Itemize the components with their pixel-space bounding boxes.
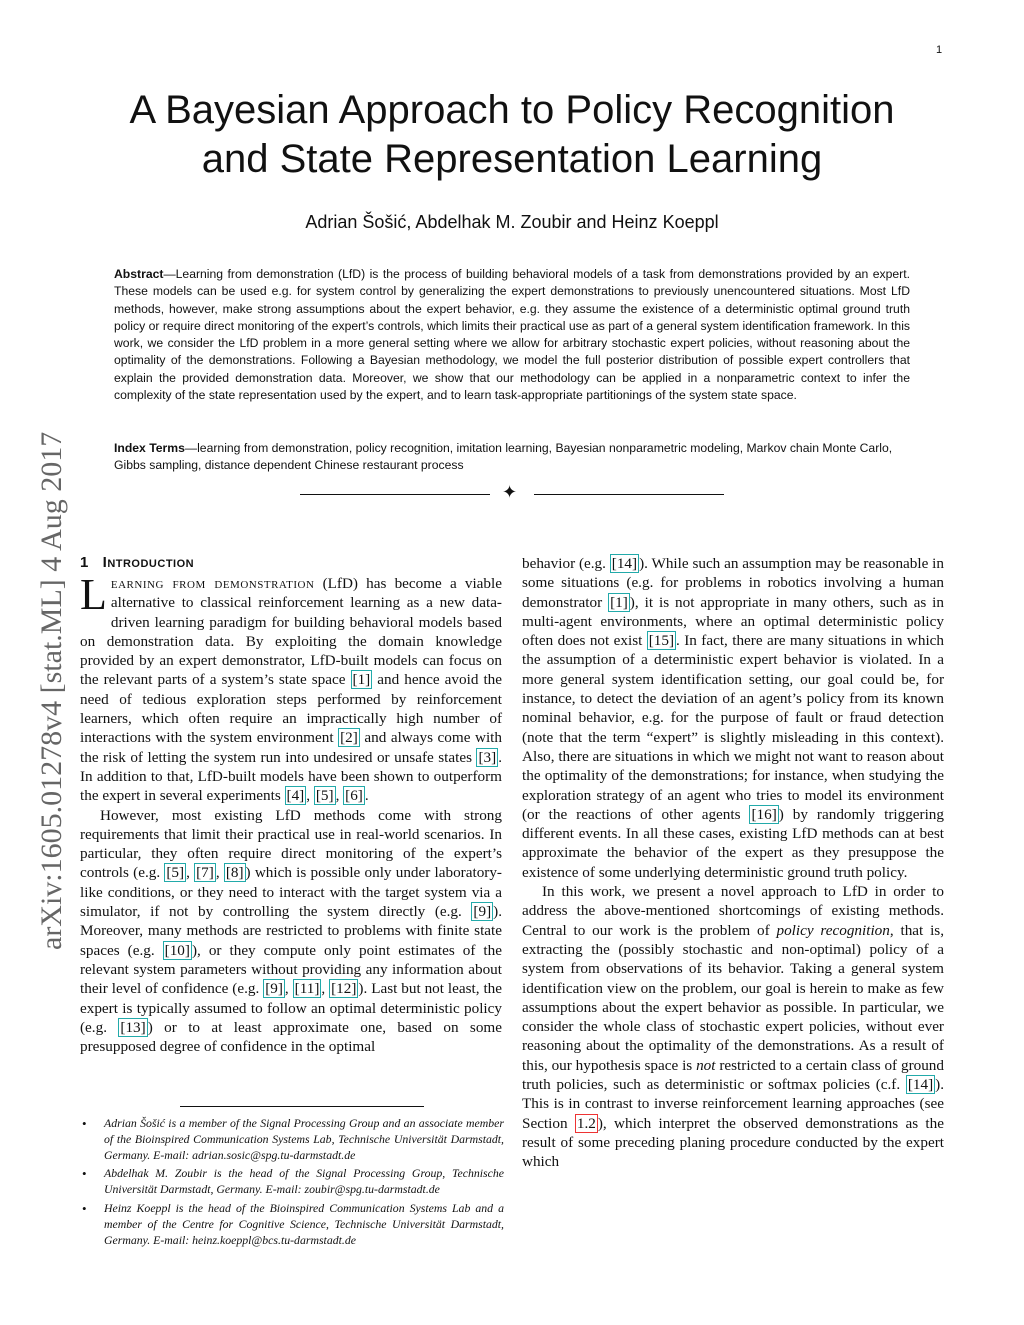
emphasis-text: not: [696, 1056, 716, 1074]
citation-link[interactable]: [4]: [286, 787, 305, 805]
index-terms: [114, 440, 910, 475]
citation-link[interactable]: [1]: [352, 671, 371, 689]
text-run: ) which is possible only under laboratory-like conditions, or they need to interact with the target system via a simulator, if not by controlling the system directly (e.g.: [80, 864, 502, 921]
text-run: . In fact, there are many situations in which the assumption of a deterministic expert behavior is violated. In a more general system identification setting, our goal could be, for instance, to detect the deviation of an agent’s policy from its known nominal behavior, e.g. for the purpose of fault or fraud detection (note that the term “expert” is slightly misleading in this context). Also, there are situations in which we might not want to reason about the optimality of the demonstrations; for instance, when studying the exploration strategy of an agent who tries to model its environment (or the reactions of other agents: [522, 632, 945, 823]
title-line-1: A Bayesian Approach to Policy Recognition: [129, 88, 895, 132]
text-run: . In addition to that, LfD-built models have been shown to outperform the expert in several experiments: [80, 748, 502, 805]
text-run: and hence avoid the need of tedious exploration steps performed by reinforcement learners, which often require an impractically high number of interactions with the system environment: [80, 671, 502, 747]
text-run: ). Moreover, many methods are restricted to problems with finite state spaces (e.g.: [80, 903, 502, 959]
text-run: ) by randomly triggering different events. In all these cases, existing LfD methods can at best approximate the behavior of the expert as they presuppose the existence of some underlying deterministic ground truth policy.: [522, 805, 944, 881]
text-run: ). While such an assumption may be reasonable in some situations (e.g. for problems in robotics involving a human demonstrator: [522, 555, 944, 611]
text-run: ,: [335, 787, 344, 805]
separator-line-right: [534, 494, 724, 495]
arxiv-identifier-stamp[interactable]: arXiv:1605.01278v4 [stat.ML] 4 Aug 2017: [35, 431, 68, 950]
text-run: restricted to a certain class of ground truth policies, such as deterministic or softmax policies (c.f.: [522, 1056, 944, 1094]
footnote-item: • Abdelhak M. Zoubir is the head of the Signal Processing Group, Technische Universität Darmstadt, Germany. E-mail: zoubir@spg.tu-darmstadt.de: [80, 1166, 504, 1198]
title-line-2: and State Representation Learning: [201, 136, 823, 181]
footnote-rule: [180, 1106, 424, 1107]
abstract-label: Abstract: [114, 267, 164, 281]
section-heading: [80, 554, 502, 571]
page-number: 1: [936, 44, 943, 56]
footnote-item: • Adrian Šošić is a member of the Signal Processing Group and an associate member of the Bioinspired Communication Systems Lab, Technische Universität Darmstadt, Germany. E-mail: adrian.sosic@spg.tu-darmstadt.de: [80, 1116, 504, 1163]
paper-title: [100, 86, 924, 184]
diamond-star-icon: ✦: [502, 482, 518, 503]
citation-link[interactable]: [9]: [473, 903, 492, 921]
section-number: 1: [80, 554, 89, 571]
text-run: However, most existing LfD methods come with strong requirements that limit their practical use in real-world scenarios. In particular, they often require direct monitoring of the expert’s controls (e.g.: [80, 806, 502, 882]
abstract-text: —Learning from demonstration (LfD) is the process of building behavioral models of a task from demonstrations provided by an expert. These models can be used e.g. for system control by generalizing the expert demonstrations to previously unencountered situations. Most LfD methods, however, make strong assumptions about the expert behavior, e.g. they assume the existence of a deterministic optimal ground truth policy or require direct monitoring of the expert’s controls, which limits their practical use as part of a general system identification framework. In this work, we consider the LfD problem in a more general setting where we allow for arbitrary stochastic expert policies, without reasoning about the optimality of the demonstrations. Following a Bayesian methodology, we model the full posterior distribution of possible expert controllers that explain the provided demonstration data. Moreover, we show that our methodology can be applied in a nonparametric context to infer the complexity of the state representation used by the expert, and to learn task-appropriate partitionings of the system state space.: [114, 267, 910, 403]
right-column: [522, 554, 944, 1172]
citation-link[interactable]: [11]: [294, 980, 320, 998]
text-run: (LfD) has become a viable alternative to classical reinforcement learning as a new data-driven learning paradigm for building behavioral models based on demonstration data. By exploiting the domain knowledge provided by an expert demonstrator, LfD-built models can focus on the relevant parts of a system’s state space: [80, 575, 502, 689]
footnote-item: • Heinz Koeppl is the head of the Bioinspired Communication Systems Lab and a member of the Centre for Cognitive Science, Technische Universität Darmstadt, Germany. E-mail: heinz.koeppl@bcs.tu-darmstadt.de: [80, 1201, 504, 1248]
index-terms-text: —learning from demonstration, policy recognition, imitation learning, Bayesian nonparametric modeling, Markov chain Monte Carlo, Gibbs sampling, distance dependent Chinese restaurant process: [114, 441, 893, 473]
citation-link[interactable]: [5]: [315, 787, 334, 805]
citation-link[interactable]: [10]: [164, 941, 190, 959]
section-title: Introduction: [102, 554, 195, 571]
text-run: and always come with the risk of letting the system run into undesired or unsafe states: [80, 729, 502, 766]
citation-link[interactable]: [1]: [610, 593, 628, 611]
citation-link[interactable]: [5]: [166, 864, 185, 882]
section-link[interactable]: 1.2: [576, 1114, 596, 1132]
text-run: .: [364, 787, 369, 805]
text-run: , that is, extracting the (possibly stochastic and non-optimal) policy of a system from observations of its behavior. Taking a general system identification view on the problem, our goal is herein to make as few assumptions about the expert behavior as possible. In particular, we consider the whole class of stochastic expert policies, without ever reasoning about the optimality of the demonstrations. As a result of this, our hypothesis space is: [522, 921, 944, 1074]
text-run: ,: [306, 787, 314, 805]
citation-link[interactable]: [12]: [331, 980, 357, 998]
left-column: [80, 554, 502, 1056]
citation-link[interactable]: [15]: [648, 632, 675, 650]
text-run: ), or they compute only point estimates of the relevant system parameters without providing any information about their level of confidence (e.g.: [80, 941, 502, 998]
intro-paragraph-2: [80, 806, 502, 1057]
text-run: ), it is not appropriate in many others, such as in multi-agent environments, where an optimal deterministic policy often does not exist: [522, 593, 944, 650]
index-terms-label: Index Terms: [114, 441, 185, 455]
citation-link[interactable]: [7]: [196, 864, 214, 882]
citation-link[interactable]: [14]: [611, 555, 638, 572]
citation-link[interactable]: [6]: [345, 787, 363, 805]
text-run: behavior (e.g.: [522, 555, 610, 572]
citation-link[interactable]: [14]: [907, 1076, 934, 1094]
intro-paragraph-1: [80, 570, 502, 806]
footnotes: [80, 1116, 504, 1251]
abstract: [114, 266, 910, 404]
drop-cap: L: [80, 570, 107, 619]
text-run: ), which interpret the observed demonstrations as the result of some preceding planing procedure conducted by the expert which: [522, 1114, 944, 1171]
lead-in-smallcaps: earning from demonstration: [110, 575, 315, 592]
text-run: ,: [186, 864, 195, 882]
text-run: ) or to at least approximate one, based on some presupposed degree of confidence in the optimal: [80, 1018, 502, 1056]
text-run: ). This is in contrast to inverse reinforcement learning approaches (see Section: [522, 1076, 944, 1132]
text-run: ,: [321, 980, 330, 998]
separator-line-left: [300, 494, 490, 495]
emphasis-text: policy recognition: [776, 921, 890, 939]
citation-link[interactable]: [2]: [340, 729, 358, 747]
text-run: ,: [215, 864, 224, 882]
citation-link[interactable]: [8]: [225, 864, 244, 882]
text-run: ). Last but not least, the expert is typically assumed to follow an optimal deterministic policy (e.g.: [80, 980, 503, 1036]
citation-link[interactable]: [16]: [751, 805, 777, 823]
citation-link[interactable]: [13]: [120, 1018, 146, 1036]
citation-link[interactable]: [9]: [265, 980, 283, 998]
author-list: Adrian Šošić, Abdelhak M. Zoubir and Heinz Koeppl: [305, 212, 719, 232]
section-separator: [300, 484, 724, 504]
intro-paragraph-3: [522, 554, 944, 882]
intro-paragraph-4: [522, 882, 944, 1171]
text-run: In this work, we present a novel approach to LfD in order to address the above-mentioned shortcomings of existing methods. Central to our work is the problem of: [522, 883, 944, 939]
text-run: ,: [284, 980, 293, 998]
citation-link[interactable]: [3]: [478, 748, 497, 766]
